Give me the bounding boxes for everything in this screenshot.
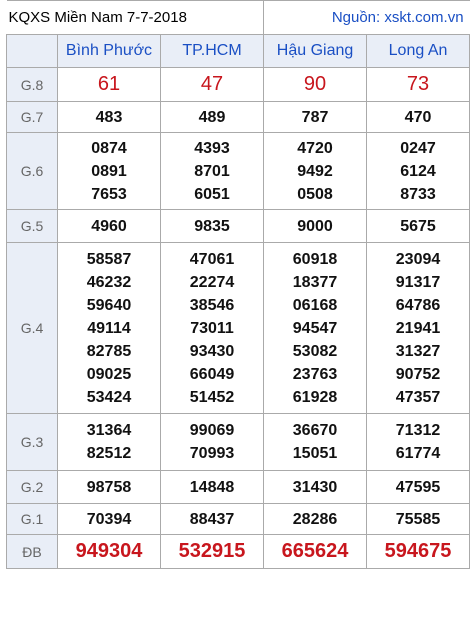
result-number: 6124 [400, 162, 436, 180]
result-cell [58, 414, 161, 471]
result-cell [264, 102, 367, 133]
result-number: 4960 [91, 217, 127, 235]
result-cell [161, 133, 264, 210]
result-number: 4393 [194, 139, 230, 157]
result-number: 0247 [400, 139, 436, 157]
result-number: 14848 [189, 478, 235, 496]
corner-cell [7, 35, 58, 68]
lottery-results-table [6, 0, 470, 569]
result-number: 70993 [189, 445, 235, 462]
result-number: 665624 [281, 540, 349, 562]
result-number: 7653 [91, 185, 127, 203]
result-cell [367, 504, 470, 535]
province-header: TP.HCM [161, 35, 264, 68]
result-number: 82512 [86, 445, 132, 462]
result-number: 47595 [395, 478, 441, 496]
result-number: 8701 [194, 162, 230, 180]
prize-row [7, 471, 470, 504]
result-cell [58, 68, 161, 102]
result-cell [161, 68, 264, 102]
result-cell [264, 414, 367, 471]
source-link[interactable]: Nguồn: xskt.com.vn [264, 1, 470, 35]
title-row [7, 1, 470, 35]
result-number: 31430 [292, 478, 338, 496]
prize-label: G.6 [7, 133, 58, 210]
province-header-row [7, 35, 470, 68]
result-number: 60918 [292, 250, 338, 268]
result-cell [367, 210, 470, 243]
result-cell [367, 133, 470, 210]
result-number: 28286 [292, 510, 338, 528]
prize-label: G.5 [7, 210, 58, 243]
result-number: 61774 [395, 445, 441, 462]
result-number: 90 [303, 73, 327, 95]
result-number: 59640 [86, 296, 132, 314]
result-cell [161, 210, 264, 243]
prize-label: G.4 [7, 243, 58, 414]
result-number: 9835 [194, 217, 230, 235]
result-number: 99069 [189, 422, 235, 439]
result-cell [58, 504, 161, 535]
result-number: 82785 [86, 342, 132, 360]
page-title: KQXS Miền Nam 7-7-2018 [7, 1, 264, 35]
result-cell [264, 210, 367, 243]
result-number: 53424 [86, 388, 132, 406]
province-header: Hậu Giang [264, 35, 367, 68]
result-number: 06168 [292, 296, 338, 314]
result-cell [264, 243, 367, 414]
result-number: 53082 [292, 342, 338, 360]
result-cell [264, 535, 367, 569]
result-number: 22274 [189, 273, 235, 291]
result-number: 61 [97, 73, 121, 95]
result-number: 88437 [189, 510, 235, 528]
result-number: 532915 [178, 540, 246, 562]
prize-label: G.2 [7, 471, 58, 504]
result-number: 75585 [395, 510, 441, 528]
province-header: Bình Phước [58, 35, 161, 68]
result-number: 70394 [86, 510, 132, 528]
result-cell [58, 133, 161, 210]
result-cell [264, 504, 367, 535]
result-number: 91317 [395, 273, 441, 291]
result-number: 47061 [189, 250, 235, 268]
prize-label: G.7 [7, 102, 58, 133]
result-number: 21941 [395, 319, 441, 337]
result-number: 0874 [91, 139, 127, 157]
prize-label: ĐB [7, 535, 58, 569]
result-cell [367, 243, 470, 414]
prize-row [7, 102, 470, 133]
prize-row [7, 133, 470, 210]
result-cell [367, 102, 470, 133]
prize-rows [7, 68, 470, 569]
result-number: 18377 [292, 273, 338, 291]
result-number: 483 [95, 108, 123, 126]
result-number: 8733 [400, 185, 436, 203]
result-number: 38546 [189, 296, 235, 314]
result-cell [58, 243, 161, 414]
result-number: 49114 [87, 319, 131, 337]
result-cell [58, 102, 161, 133]
result-number: 489 [198, 108, 226, 126]
result-number: 31364 [86, 422, 132, 439]
result-number: 98758 [86, 478, 132, 496]
result-number: 47357 [395, 388, 441, 406]
prize-label: G.3 [7, 414, 58, 471]
result-cell [161, 414, 264, 471]
result-number: 90752 [395, 365, 441, 383]
result-number: 0891 [91, 162, 127, 180]
result-number: 470 [404, 108, 432, 126]
result-cell [161, 471, 264, 504]
prize-row [7, 210, 470, 243]
result-number: 58587 [86, 250, 132, 268]
result-cell [367, 471, 470, 504]
result-cell [161, 102, 264, 133]
result-number: 594675 [384, 540, 452, 562]
result-number: 73 [406, 73, 430, 95]
result-number: 787 [301, 108, 329, 126]
result-number: 36670 [292, 422, 338, 439]
result-number: 66049 [189, 365, 235, 383]
result-cell [58, 535, 161, 569]
result-number: 15051 [292, 445, 338, 462]
prize-row [7, 414, 470, 471]
prize-row [7, 243, 470, 414]
result-number: 0508 [297, 185, 333, 203]
result-number: 47 [200, 73, 224, 95]
result-cell [161, 535, 264, 569]
result-number: 9492 [297, 162, 333, 180]
result-number: 5675 [400, 217, 436, 235]
result-number: 23763 [292, 365, 338, 383]
result-cell [367, 535, 470, 569]
prize-label: G.1 [7, 504, 58, 535]
prize-row [7, 504, 470, 535]
prize-label: G.8 [7, 68, 58, 102]
result-number: 9000 [297, 217, 333, 235]
result-number: 6051 [194, 185, 230, 203]
result-cell [161, 243, 264, 414]
result-number: 09025 [86, 365, 132, 383]
result-number: 93430 [189, 342, 235, 360]
result-number: 51452 [189, 388, 235, 406]
result-number: 31327 [395, 342, 441, 360]
result-cell [58, 210, 161, 243]
result-number: 949304 [75, 540, 143, 562]
result-number: 46232 [86, 273, 132, 291]
result-cell [264, 471, 367, 504]
result-number: 94547 [292, 319, 338, 337]
province-header: Long An [367, 35, 470, 68]
result-number: 64786 [395, 296, 441, 314]
result-cell [161, 504, 264, 535]
result-cell [367, 414, 470, 471]
result-number: 61928 [292, 388, 338, 406]
result-number: 4720 [297, 139, 333, 157]
result-cell [367, 68, 470, 102]
prize-row [7, 535, 470, 569]
result-cell [264, 68, 367, 102]
result-number: 71312 [395, 422, 441, 439]
result-cell [264, 133, 367, 210]
result-number: 73011 [190, 319, 234, 337]
result-cell [58, 471, 161, 504]
prize-row [7, 68, 470, 102]
result-number: 23094 [395, 250, 441, 268]
